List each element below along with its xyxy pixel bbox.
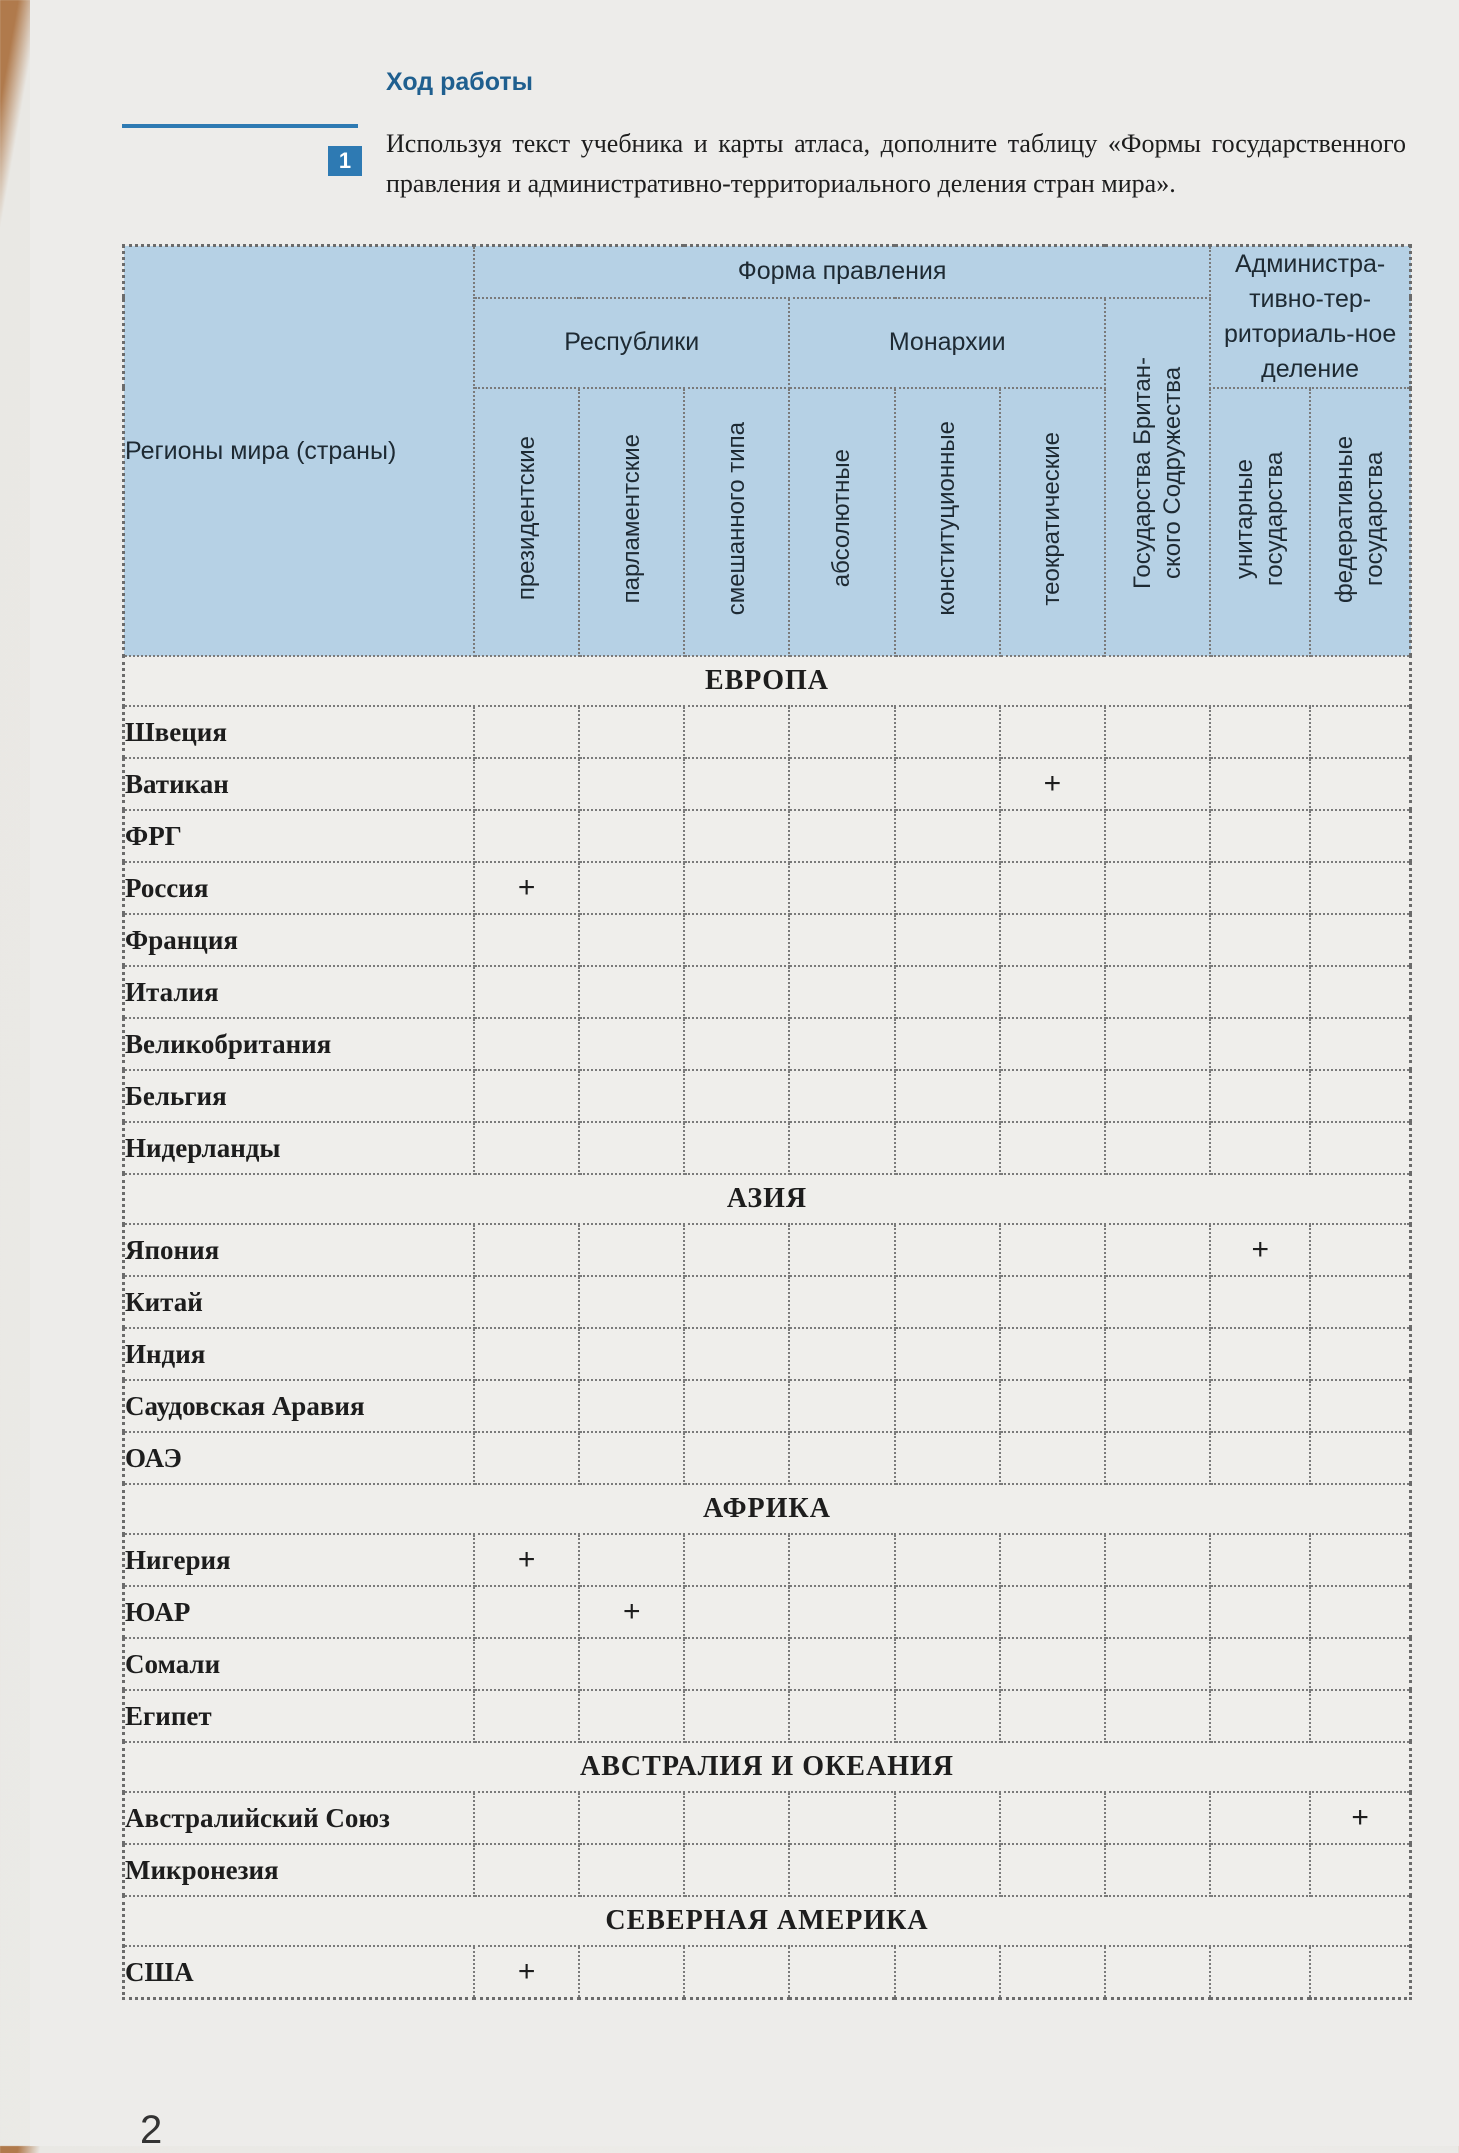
answer-cell[interactable] bbox=[579, 1638, 684, 1690]
answer-cell[interactable] bbox=[579, 1018, 684, 1070]
column-header-unitary: унитарные государства bbox=[1210, 388, 1310, 656]
answer-cell[interactable] bbox=[1210, 914, 1310, 966]
country-name: Египет bbox=[124, 1690, 475, 1742]
answer-cell[interactable]: + bbox=[474, 1946, 579, 1999]
answer-cell[interactable] bbox=[1310, 1586, 1410, 1638]
answer-cell[interactable] bbox=[1210, 1380, 1310, 1432]
answer-cell[interactable] bbox=[789, 1122, 894, 1174]
answer-cell[interactable] bbox=[789, 1792, 894, 1844]
answer-cell[interactable] bbox=[1000, 1380, 1105, 1432]
answer-cell[interactable]: + bbox=[474, 862, 579, 914]
country-name: Сомали bbox=[124, 1638, 475, 1690]
answer-cell[interactable] bbox=[1210, 810, 1310, 862]
page-number: 2 bbox=[140, 2108, 163, 2152]
answer-cell[interactable] bbox=[895, 1328, 1000, 1380]
answer-cell[interactable] bbox=[789, 1946, 894, 1999]
column-header-federal: федеративные государства bbox=[1310, 388, 1410, 656]
answer-cell[interactable] bbox=[1310, 1946, 1410, 1999]
answer-cell[interactable] bbox=[895, 706, 1000, 758]
region-row bbox=[124, 656, 1411, 706]
answer-cell[interactable] bbox=[579, 1534, 684, 1586]
answer-cell[interactable] bbox=[1310, 1844, 1410, 1896]
answer-cell[interactable] bbox=[1105, 1638, 1210, 1690]
answer-cell[interactable] bbox=[895, 1690, 1000, 1742]
answer-cell[interactable] bbox=[684, 1122, 789, 1174]
country-name: Микронезия bbox=[124, 1844, 475, 1896]
answer-cell[interactable] bbox=[1105, 1328, 1210, 1380]
answer-cell[interactable] bbox=[895, 758, 1000, 810]
answer-cell[interactable] bbox=[1000, 1432, 1105, 1484]
region-heading: ЕВРОПА bbox=[124, 656, 1411, 706]
region-row bbox=[124, 1896, 1411, 1946]
answer-cell[interactable] bbox=[474, 1690, 579, 1742]
answer-cell[interactable]: + bbox=[579, 1586, 684, 1638]
table-row bbox=[124, 1276, 1411, 1328]
answer-cell[interactable] bbox=[579, 1122, 684, 1174]
answer-cell[interactable] bbox=[1210, 1018, 1310, 1070]
answer-cell[interactable] bbox=[1210, 1792, 1310, 1844]
answer-cell[interactable] bbox=[895, 1792, 1000, 1844]
answer-cell[interactable] bbox=[579, 1792, 684, 1844]
answer-cell[interactable] bbox=[684, 862, 789, 914]
answer-cell[interactable] bbox=[1310, 810, 1410, 862]
answer-cell[interactable] bbox=[1310, 758, 1410, 810]
answer-cell[interactable] bbox=[1000, 1844, 1105, 1896]
answer-cell[interactable] bbox=[1210, 706, 1310, 758]
answer-cell[interactable] bbox=[474, 1432, 579, 1484]
answer-cell[interactable] bbox=[1000, 1534, 1105, 1586]
answer-cell[interactable] bbox=[684, 1380, 789, 1432]
answer-cell[interactable] bbox=[579, 1328, 684, 1380]
answer-cell[interactable] bbox=[474, 1328, 579, 1380]
answer-cell[interactable] bbox=[684, 966, 789, 1018]
answer-cell[interactable] bbox=[789, 1380, 894, 1432]
answer-cell[interactable] bbox=[1105, 810, 1210, 862]
table-row bbox=[124, 1122, 1411, 1174]
region-row bbox=[124, 1174, 1411, 1224]
answer-cell[interactable] bbox=[684, 758, 789, 810]
region-heading: АФРИКА bbox=[124, 1484, 1411, 1534]
answer-cell[interactable] bbox=[895, 1432, 1000, 1484]
answer-cell[interactable] bbox=[684, 706, 789, 758]
answer-cell[interactable] bbox=[789, 1638, 894, 1690]
answer-cell[interactable] bbox=[1210, 966, 1310, 1018]
answer-cell[interactable] bbox=[684, 1792, 789, 1844]
answer-cell[interactable] bbox=[579, 1224, 684, 1276]
answer-cell[interactable] bbox=[789, 1224, 894, 1276]
task-number-badge: 1 bbox=[328, 146, 362, 176]
answer-cell[interactable] bbox=[1210, 1328, 1310, 1380]
answer-cell[interactable] bbox=[1310, 1328, 1410, 1380]
answer-cell[interactable] bbox=[474, 1638, 579, 1690]
answer-cell[interactable] bbox=[1210, 1276, 1310, 1328]
answer-cell[interactable] bbox=[1105, 1690, 1210, 1742]
answer-cell[interactable] bbox=[1105, 1792, 1210, 1844]
table-row bbox=[124, 1018, 1411, 1070]
answer-cell[interactable] bbox=[684, 810, 789, 862]
answer-cell[interactable] bbox=[1105, 1070, 1210, 1122]
region-row bbox=[124, 1742, 1411, 1792]
answer-cell[interactable] bbox=[684, 1432, 789, 1484]
answer-cell[interactable] bbox=[895, 1070, 1000, 1122]
country-name: Япония bbox=[124, 1224, 475, 1276]
column-header-presidential: президентские bbox=[474, 388, 579, 656]
answer-cell[interactable] bbox=[474, 966, 579, 1018]
answer-cell[interactable] bbox=[1105, 862, 1210, 914]
answer-cell[interactable] bbox=[895, 1586, 1000, 1638]
answer-cell[interactable] bbox=[1105, 1844, 1210, 1896]
answer-cell[interactable] bbox=[1000, 1586, 1105, 1638]
answer-cell[interactable] bbox=[1210, 862, 1310, 914]
answer-cell[interactable] bbox=[1000, 914, 1105, 966]
country-name: Австралийский Союз bbox=[124, 1792, 475, 1844]
country-name: Нигерия bbox=[124, 1534, 475, 1586]
answer-cell[interactable] bbox=[579, 1070, 684, 1122]
answer-cell[interactable] bbox=[789, 810, 894, 862]
answer-cell[interactable] bbox=[1310, 1276, 1410, 1328]
answer-cell[interactable] bbox=[789, 862, 894, 914]
answer-cell[interactable] bbox=[474, 1380, 579, 1432]
answer-cell[interactable] bbox=[1310, 1224, 1410, 1276]
answer-cell[interactable] bbox=[789, 1276, 894, 1328]
region-heading: СЕВЕРНАЯ АМЕРИКА bbox=[124, 1896, 1411, 1946]
answer-cell[interactable] bbox=[1000, 1946, 1105, 1999]
table-row bbox=[124, 1224, 1411, 1276]
answer-cell[interactable] bbox=[1105, 1122, 1210, 1174]
answer-cell[interactable] bbox=[895, 1946, 1000, 1999]
column-header-parliamentary: парламентские bbox=[579, 388, 684, 656]
answer-cell[interactable] bbox=[1210, 1432, 1310, 1484]
answer-cell[interactable] bbox=[789, 1534, 894, 1586]
answer-cell[interactable] bbox=[1000, 1070, 1105, 1122]
answer-cell[interactable] bbox=[579, 862, 684, 914]
answer-cell[interactable] bbox=[1310, 862, 1410, 914]
column-header-theocratic: теократические bbox=[1000, 388, 1105, 656]
table-row bbox=[124, 914, 1411, 966]
country-name: Бельгия bbox=[124, 1070, 475, 1122]
country-name: Франция bbox=[124, 914, 475, 966]
answer-cell[interactable] bbox=[1105, 1432, 1210, 1484]
answer-cell[interactable] bbox=[789, 1432, 894, 1484]
workbook-page bbox=[30, 0, 1459, 2152]
answer-cell[interactable] bbox=[1310, 1638, 1410, 1690]
answer-cell[interactable] bbox=[684, 1018, 789, 1070]
form-of-government-header: Форма правления bbox=[474, 246, 1210, 298]
answer-cell[interactable] bbox=[895, 1224, 1000, 1276]
answer-cell[interactable] bbox=[1210, 758, 1310, 810]
table-row bbox=[124, 1380, 1411, 1432]
table-row bbox=[124, 758, 1411, 810]
answer-cell[interactable] bbox=[1000, 1224, 1105, 1276]
answer-cell[interactable] bbox=[1000, 1690, 1105, 1742]
answer-cell[interactable] bbox=[1105, 758, 1210, 810]
answer-cell[interactable] bbox=[1310, 914, 1410, 966]
answer-cell[interactable] bbox=[789, 914, 894, 966]
table-row bbox=[124, 1586, 1411, 1638]
answer-cell[interactable] bbox=[895, 1844, 1000, 1896]
answer-cell[interactable] bbox=[895, 810, 1000, 862]
region-heading: АЗИЯ bbox=[124, 1174, 1411, 1224]
answer-cell[interactable] bbox=[1105, 1586, 1210, 1638]
country-name: Россия bbox=[124, 862, 475, 914]
answer-cell[interactable] bbox=[1310, 1534, 1410, 1586]
country-name: ЮАР bbox=[124, 1586, 475, 1638]
answer-cell[interactable] bbox=[1105, 706, 1210, 758]
answer-cell[interactable] bbox=[684, 1070, 789, 1122]
answer-cell[interactable] bbox=[895, 966, 1000, 1018]
answer-cell[interactable] bbox=[789, 1070, 894, 1122]
answer-cell[interactable] bbox=[789, 1586, 894, 1638]
answer-cell[interactable] bbox=[579, 1432, 684, 1484]
answer-cell[interactable] bbox=[895, 1534, 1000, 1586]
answer-cell[interactable]: + bbox=[474, 1534, 579, 1586]
answer-cell[interactable] bbox=[579, 810, 684, 862]
answer-cell[interactable] bbox=[684, 1844, 789, 1896]
country-name: Индия bbox=[124, 1328, 475, 1380]
country-name: ФРГ bbox=[124, 810, 475, 862]
country-name: Италия bbox=[124, 966, 475, 1018]
table-row bbox=[124, 1690, 1411, 1742]
country-name: ОАЭ bbox=[124, 1432, 475, 1484]
answer-cell[interactable] bbox=[579, 758, 684, 810]
answer-cell[interactable] bbox=[1000, 1122, 1105, 1174]
answer-cell[interactable] bbox=[1210, 1122, 1310, 1174]
column-header-mixed: смешанного типа bbox=[684, 388, 789, 656]
answer-cell[interactable] bbox=[474, 1018, 579, 1070]
republics-header: Республики bbox=[474, 298, 789, 389]
answer-cell[interactable] bbox=[1310, 1122, 1410, 1174]
answer-cell[interactable] bbox=[1000, 862, 1105, 914]
answer-cell[interactable] bbox=[1210, 1946, 1310, 1999]
answer-cell[interactable] bbox=[789, 706, 894, 758]
answer-cell[interactable] bbox=[1210, 1690, 1310, 1742]
answer-cell[interactable] bbox=[684, 1638, 789, 1690]
answer-cell[interactable] bbox=[1105, 1380, 1210, 1432]
answer-cell[interactable] bbox=[579, 1690, 684, 1742]
column-header-absolute: абсолютные bbox=[789, 388, 894, 656]
monarchies-header: Монархии bbox=[789, 298, 1104, 389]
answer-cell[interactable] bbox=[474, 1792, 579, 1844]
answer-cell[interactable] bbox=[474, 1070, 579, 1122]
answer-cell[interactable]: + bbox=[1210, 1224, 1310, 1276]
answer-cell[interactable] bbox=[684, 1276, 789, 1328]
country-name: США bbox=[124, 1946, 475, 1999]
answer-cell[interactable] bbox=[474, 758, 579, 810]
answer-cell[interactable] bbox=[1000, 706, 1105, 758]
answer-cell[interactable] bbox=[789, 1328, 894, 1380]
answer-cell[interactable] bbox=[474, 1224, 579, 1276]
answer-cell[interactable] bbox=[789, 966, 894, 1018]
answer-cell[interactable] bbox=[1105, 1018, 1210, 1070]
region-row bbox=[124, 1484, 1411, 1534]
answer-cell[interactable] bbox=[1210, 1534, 1310, 1586]
answer-cell[interactable] bbox=[684, 1224, 789, 1276]
answer-cell[interactable] bbox=[474, 706, 579, 758]
answer-cell[interactable] bbox=[1105, 1534, 1210, 1586]
table-row bbox=[124, 1792, 1411, 1844]
answer-cell[interactable] bbox=[1000, 1638, 1105, 1690]
answer-cell[interactable] bbox=[579, 706, 684, 758]
answer-cell[interactable] bbox=[579, 914, 684, 966]
country-name: Ватикан bbox=[124, 758, 475, 810]
table-row bbox=[124, 1946, 1411, 1999]
answer-cell[interactable] bbox=[895, 1380, 1000, 1432]
answer-cell[interactable] bbox=[579, 966, 684, 1018]
answer-cell[interactable] bbox=[789, 758, 894, 810]
answer-cell[interactable] bbox=[1310, 1432, 1410, 1484]
answer-cell[interactable] bbox=[684, 914, 789, 966]
table-row bbox=[124, 810, 1411, 862]
answer-cell[interactable] bbox=[1310, 706, 1410, 758]
answer-cell[interactable] bbox=[1210, 1070, 1310, 1122]
column-header-constitutional: конституционные bbox=[895, 388, 1000, 656]
answer-cell[interactable] bbox=[1000, 1018, 1105, 1070]
column-header-commonwealth: Государства Британ-ского Содружества bbox=[1105, 298, 1210, 657]
admin-division-header: Администра-тивно-тер-риториаль-ное деление bbox=[1210, 246, 1410, 389]
answer-cell[interactable]: + bbox=[1000, 758, 1105, 810]
table-row bbox=[124, 966, 1411, 1018]
answer-cell[interactable] bbox=[474, 1122, 579, 1174]
answer-cell[interactable] bbox=[579, 1844, 684, 1896]
country-name: Швеция bbox=[124, 706, 475, 758]
answer-cell[interactable] bbox=[895, 862, 1000, 914]
country-name: Нидерланды bbox=[124, 1122, 475, 1174]
answer-cell[interactable] bbox=[474, 810, 579, 862]
table-row bbox=[124, 1638, 1411, 1690]
answer-cell[interactable] bbox=[789, 1690, 894, 1742]
region-heading: АВСТРАЛИЯ И ОКЕАНИЯ bbox=[124, 1742, 1411, 1792]
country-name: Великобритания bbox=[124, 1018, 475, 1070]
answer-cell[interactable] bbox=[1310, 1690, 1410, 1742]
answer-cell[interactable] bbox=[474, 914, 579, 966]
table-row bbox=[124, 1432, 1411, 1484]
table-row bbox=[124, 1844, 1411, 1896]
answer-cell[interactable] bbox=[684, 1690, 789, 1742]
table-row bbox=[124, 1328, 1411, 1380]
answer-cell[interactable] bbox=[895, 1018, 1000, 1070]
answer-cell[interactable] bbox=[474, 1586, 579, 1638]
answer-cell[interactable] bbox=[1310, 966, 1410, 1018]
table-row bbox=[124, 862, 1411, 914]
answer-cell[interactable] bbox=[1105, 966, 1210, 1018]
answer-cell[interactable] bbox=[474, 1276, 579, 1328]
answer-cell[interactable] bbox=[684, 1328, 789, 1380]
task-instructions: Используя текст учебника и карты атласа, дополните таблицу «Формы государственного правления и административно-территориального деления стран мира». bbox=[386, 129, 1406, 198]
answer-cell[interactable] bbox=[1210, 1844, 1310, 1896]
answer-cell[interactable] bbox=[1000, 1276, 1105, 1328]
answer-cell[interactable] bbox=[579, 1946, 684, 1999]
answer-cell[interactable] bbox=[1000, 1328, 1105, 1380]
answer-cell[interactable] bbox=[684, 1586, 789, 1638]
answer-cell[interactable] bbox=[1105, 1224, 1210, 1276]
answer-cell[interactable] bbox=[1000, 810, 1105, 862]
answer-cell[interactable]: + bbox=[1310, 1792, 1410, 1844]
answer-cell[interactable] bbox=[579, 1276, 684, 1328]
answer-cell[interactable] bbox=[1210, 1638, 1310, 1690]
answer-cell[interactable] bbox=[1000, 1792, 1105, 1844]
answer-cell[interactable] bbox=[789, 1018, 894, 1070]
regions-column-header: Регионы мира (страны) bbox=[124, 246, 475, 657]
answer-cell[interactable] bbox=[895, 1638, 1000, 1690]
answer-cell[interactable] bbox=[1310, 1380, 1410, 1432]
answer-cell[interactable] bbox=[579, 1380, 684, 1432]
section-title: Ход работы bbox=[386, 68, 533, 96]
answer-cell[interactable] bbox=[1105, 914, 1210, 966]
government-forms-table bbox=[122, 244, 1412, 2000]
answer-cell[interactable] bbox=[895, 914, 1000, 966]
country-name: Саудовская Аравия bbox=[124, 1380, 475, 1432]
table-row bbox=[124, 706, 1411, 758]
answer-cell[interactable] bbox=[1310, 1018, 1410, 1070]
answer-cell[interactable] bbox=[895, 1122, 1000, 1174]
table-row bbox=[124, 1070, 1411, 1122]
answer-cell[interactable] bbox=[789, 1844, 894, 1896]
answer-cell[interactable] bbox=[1210, 1586, 1310, 1638]
answer-cell[interactable] bbox=[474, 1844, 579, 1896]
answer-cell[interactable] bbox=[1105, 1946, 1210, 1999]
table-row bbox=[124, 1534, 1411, 1586]
answer-cell[interactable] bbox=[1105, 1276, 1210, 1328]
answer-cell[interactable] bbox=[895, 1276, 1000, 1328]
answer-cell[interactable] bbox=[684, 1534, 789, 1586]
section-divider bbox=[122, 124, 358, 128]
answer-cell[interactable] bbox=[1000, 966, 1105, 1018]
answer-cell[interactable] bbox=[684, 1946, 789, 1999]
answer-cell[interactable] bbox=[1310, 1070, 1410, 1122]
country-name: Китай bbox=[124, 1276, 475, 1328]
